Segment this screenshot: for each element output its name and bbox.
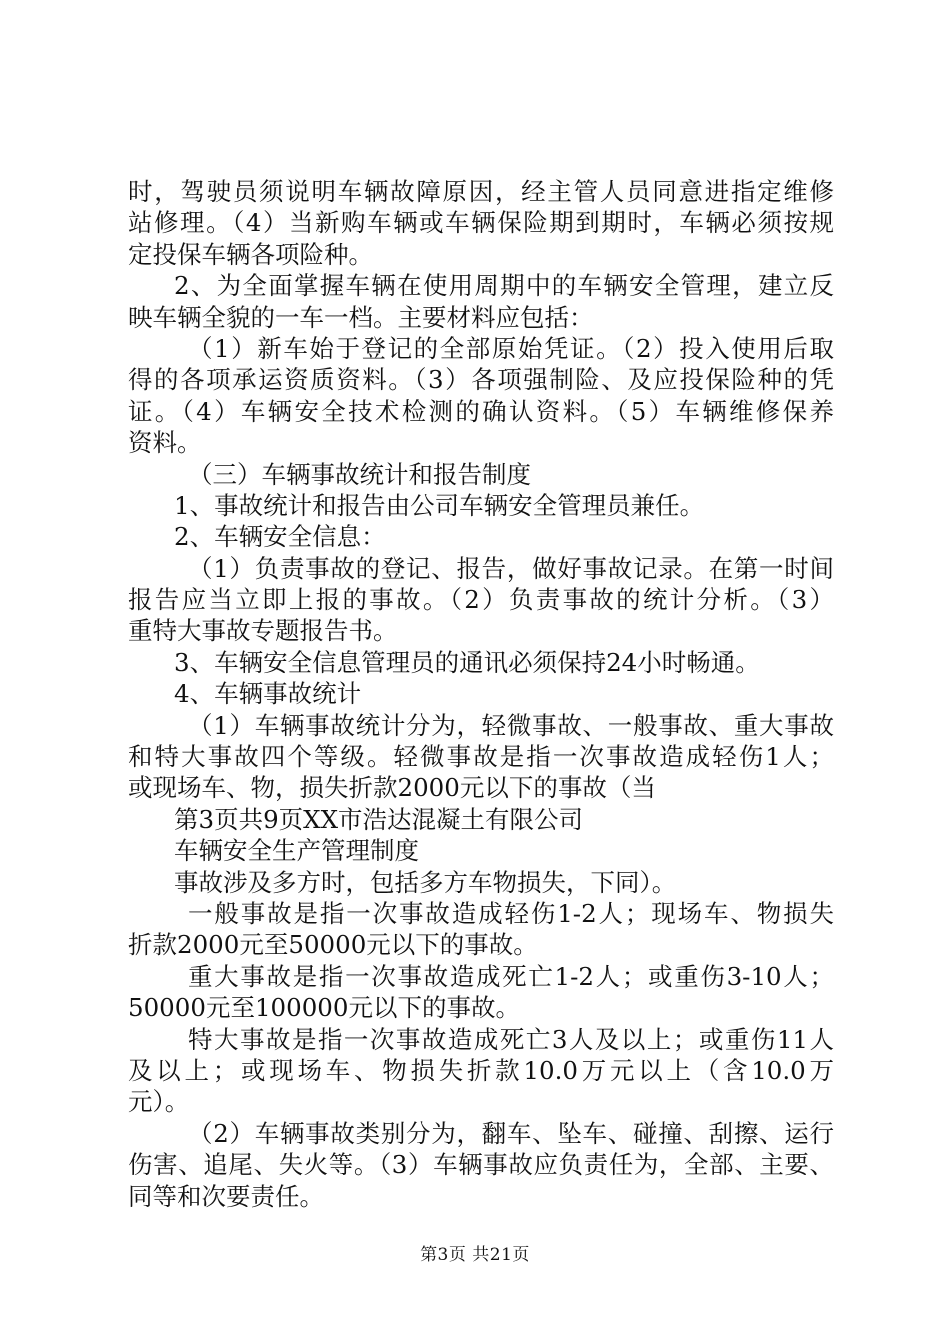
text-line: 资料。 [128, 428, 202, 458]
text-line: （1）新车始于登记的全部原始凭证。（2）投入使用后取 [188, 333, 834, 363]
text-line: 定投保车辆各项险种。 [128, 239, 373, 269]
page-footer: 第3页 共21页 [420, 1245, 530, 1265]
text-line: 证。（4）车辆安全技术检测的确认资料。（5）车辆维修保养 [128, 396, 834, 426]
inline-page-header: 第3页共9页XX市浩达混凝土有限公司 [174, 804, 584, 834]
text-line: 同等和次要责任。 [128, 1181, 324, 1211]
text-line: 重特大事故专题报告书。 [128, 616, 398, 646]
text-line: （2）车辆事故类别分为，翻车、坠车、碰撞、刮擦、运行 [188, 1118, 834, 1148]
text-line: 一般事故是指一次事故造成轻伤1-2人；现场车、物损失 [188, 898, 834, 928]
text-line: （1）车辆事故统计分为，轻微事故、一般事故、重大事故 [188, 710, 834, 740]
text-line: 和特大事故四个等级。轻微事故是指一次事故造成轻伤1人； [128, 742, 834, 772]
text-line: 得的各项承运资质资料。（3）各项强制险、及应投保险种的凭 [128, 365, 834, 395]
document-body [128, 176, 834, 1212]
text-line: （1）负责事故的登记、报告，做好事故记录。在第一时间 [188, 553, 834, 583]
text-line: 2、为全面掌握车辆在使用周期中的车辆安全管理，建立反 [174, 271, 834, 301]
text-line: 特大事故是指一次事故造成死亡3人及以上；或重伤11人 [188, 1024, 834, 1054]
text-line: 伤害、追尾、失火等。（3）车辆事故应负责任为，全部、主要、 [128, 1150, 834, 1180]
text-line: 或现场车、物，损失折款2000元以下的事故（当 [128, 773, 656, 803]
text-line: 折款2000元至50000元以下的事故。 [128, 930, 538, 960]
inline-document-title: 车辆安全生产管理制度 [174, 836, 419, 866]
text-line: 1、事故统计和报告由公司车辆安全管理员兼任。 [174, 490, 705, 520]
text-line: 50000元至100000元以下的事故。 [128, 993, 520, 1023]
text-line: 站修理。（4）当新购车辆或车辆保险期到期时，车辆必须按规 [128, 208, 834, 238]
text-line: 时，驾驶员须说明车辆故障原因，经主管人员同意进指定维修 [128, 177, 834, 206]
text-line: 报告应当立即上报的事故。（2）负责事故的统计分析。（3） [128, 585, 834, 615]
section-heading: （三）车辆事故统计和报告制度 [188, 459, 531, 489]
text-line: 及以上；或现场车、物损失折款10.0万元以上（含10.0万 [128, 1055, 834, 1085]
text-line: 3、车辆安全信息管理员的通讯必须保持24小时畅通。 [174, 647, 760, 677]
text-line: 事故涉及多方时，包括多方车物损失，下同）。 [174, 867, 677, 897]
text-line: 2、车辆安全信息： [174, 522, 386, 552]
text-line: 元）。 [128, 1087, 190, 1117]
text-line: 4、车辆事故统计 [174, 679, 362, 709]
text-line: 映车辆全貌的一车一档。主要材料应包括： [128, 302, 594, 332]
text-line: 重大事故是指一次事故造成死亡1-2人；或重伤3-10人； [188, 961, 834, 991]
